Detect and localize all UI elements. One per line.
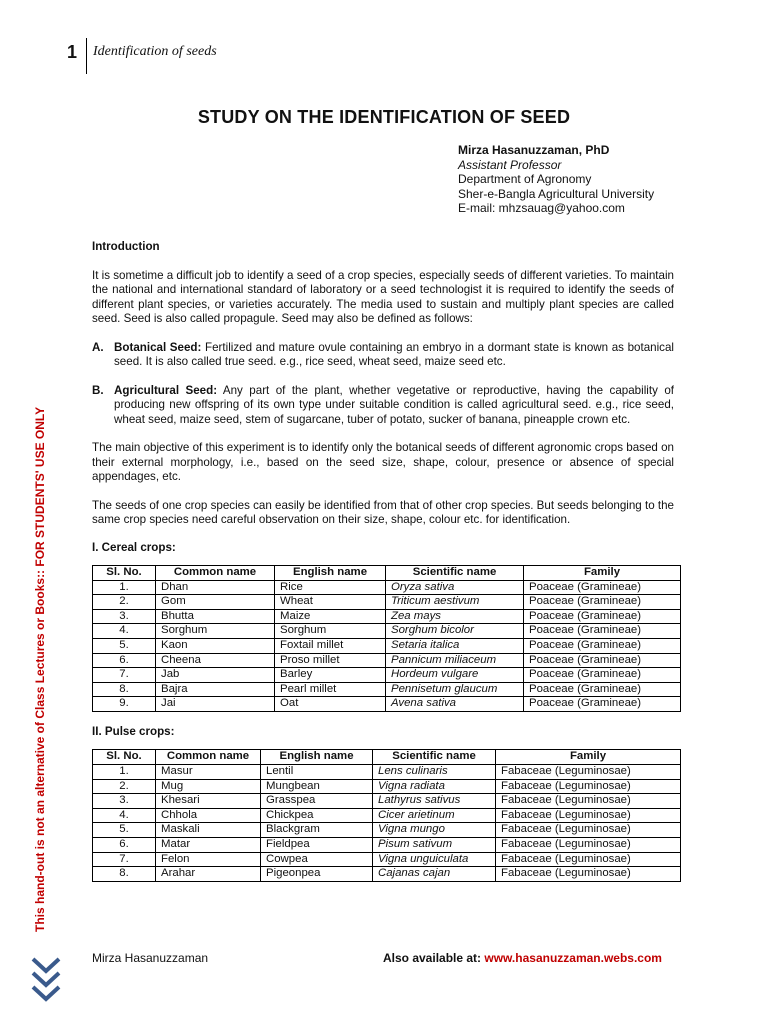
table-row <box>93 808 681 823</box>
table-cell: 8. <box>93 682 156 697</box>
table-header-row <box>93 566 681 581</box>
main-content <box>92 240 674 882</box>
pulse-heading: II. Pulse crops: <box>92 724 175 738</box>
definition-term: Botanical Seed: <box>114 340 202 354</box>
author-email: E-mail: mhzsauag@yahoo.com <box>458 201 625 215</box>
table-cell: 5. <box>93 823 156 838</box>
cereal-heading: I. Cereal crops: <box>92 540 176 554</box>
table-cell: Fabaceae (Leguminosae) <box>496 779 681 794</box>
table-cell: Lathyrus sativus <box>373 794 496 809</box>
definition-agricultural <box>92 384 674 428</box>
table-cell: Poaceae (Gramineae) <box>524 653 681 668</box>
author-position: Assistant Professor <box>458 157 562 172</box>
definition-label: B. <box>92 383 104 397</box>
table-cell: Grasspea <box>261 794 373 809</box>
table-cell: 3. <box>93 609 156 624</box>
table-row <box>93 765 681 780</box>
table-cell: Barley <box>275 668 386 683</box>
running-title: Identification of seeds <box>93 44 217 59</box>
table-cell: Pennisetum glaucum <box>386 682 524 697</box>
table-cell: 6. <box>93 653 156 668</box>
table-cell: 4. <box>93 808 156 823</box>
author-department: Department of Agronomy <box>458 172 592 186</box>
col-header: Family <box>524 566 681 581</box>
pulse-table <box>92 749 681 881</box>
table-cell: Sorghum <box>275 624 386 639</box>
page-number: 1 <box>67 42 78 62</box>
table-cell: Maize <box>275 609 386 624</box>
table-cell: Fabaceae (Leguminosae) <box>496 794 681 809</box>
table-row <box>93 794 681 809</box>
table-cell: 8. <box>93 867 156 882</box>
table-cell: 1. <box>93 765 156 780</box>
cereal-table-body <box>93 580 681 711</box>
header-divider <box>86 38 87 74</box>
table-cell: Poaceae (Gramineae) <box>524 697 681 712</box>
table-cell: 2. <box>93 595 156 610</box>
col-header: Scientific name <box>373 750 496 765</box>
pulse-table-body <box>93 765 681 882</box>
table-cell: Fabaceae (Leguminosae) <box>496 838 681 853</box>
table-row <box>93 624 681 639</box>
author-university: Sher-e-Bangla Agricultural University <box>458 186 655 201</box>
table-cell: Hordeum vulgare <box>386 668 524 683</box>
table-cell: Felon <box>156 852 261 867</box>
table-cell: Pigeonpea <box>261 867 373 882</box>
table-cell: Poaceae (Gramineae) <box>524 638 681 653</box>
table-cell: Kaon <box>156 638 275 653</box>
author-name: Mirza Hasanuzzaman, PhD <box>458 143 610 157</box>
col-header: Sl. No. <box>93 750 156 765</box>
footer-availability <box>383 951 662 965</box>
author-block <box>458 143 654 216</box>
table-cell: Lentil <box>261 765 373 780</box>
objective-paragraph: The main objective of this experiment is to identify only the botanical seeds of different agronomic crops based on their external morphology, i.e., based on the seed size, shape, colour, presence or absence of special appendages, etc. <box>92 441 674 483</box>
table-cell: Chickpea <box>261 808 373 823</box>
table-cell: Rice <box>275 580 386 595</box>
table-cell: Zea mays <box>386 609 524 624</box>
table-cell: 5. <box>93 638 156 653</box>
table-cell: Chhola <box>156 808 261 823</box>
table-cell: Cowpea <box>261 852 373 867</box>
table-cell: Mungbean <box>261 779 373 794</box>
table-cell: Poaceae (Gramineae) <box>524 624 681 639</box>
intro-heading: Introduction <box>92 240 160 253</box>
table-cell: 7. <box>93 852 156 867</box>
table-cell: 1. <box>93 580 156 595</box>
table-cell: Vigna radiata <box>373 779 496 794</box>
table-cell: Dhan <box>156 580 275 595</box>
sidebar-notice: This hand-out is not an alternative of Class Lectures or Books:: FOR STUDENTS' USE ONLY <box>33 406 47 932</box>
table-cell: Foxtail millet <box>275 638 386 653</box>
table-row <box>93 638 681 653</box>
table-row <box>93 823 681 838</box>
definition-text: Any part of the plant, whether vegetative or reproductive, having the capability of producing new offspring of its own type under suitable condition is called agricultural seed. e.g., rice seed, wheat seed, maize seed, stem of sugarcane, tuber of potato, sucker of banana, pineapple crown etc. <box>114 383 674 426</box>
table-cell: Triticum aestivum <box>386 595 524 610</box>
col-header: Scientific name <box>386 566 524 581</box>
table-cell: Cicer arietinum <box>373 808 496 823</box>
col-header: Sl. No. <box>93 566 156 581</box>
table-cell: Lens culinaris <box>373 765 496 780</box>
table-cell: Maskali <box>156 823 261 838</box>
table-cell: Poaceae (Gramineae) <box>524 580 681 595</box>
table-cell: Sorghum <box>156 624 275 639</box>
intro-paragraph: It is sometime a difficult job to identify a seed of a crop species, especially seeds of different varieties. To maintain the national and international standard of laboratory or a seed technologist it is required to identify the seeds of different plant species, or varieties accurately. The media used to sustain and multiply plant species are called seed. Seed is also called propagule. Seed may also be defined as follows: <box>92 268 674 325</box>
table-cell: Gom <box>156 595 275 610</box>
table-cell: Poaceae (Gramineae) <box>524 682 681 697</box>
table-cell: Fabaceae (Leguminosae) <box>496 852 681 867</box>
table-cell: Fabaceae (Leguminosae) <box>496 823 681 838</box>
table-cell: Fieldpea <box>261 838 373 853</box>
table-cell: Matar <box>156 838 261 853</box>
table-cell: Pearl millet <box>275 682 386 697</box>
col-header: English name <box>275 566 386 581</box>
table-cell: Fabaceae (Leguminosae) <box>496 867 681 882</box>
col-header: English name <box>261 750 373 765</box>
definition-term: Agricultural Seed: <box>114 383 218 397</box>
table-cell: Proso millet <box>275 653 386 668</box>
table-row <box>93 682 681 697</box>
table-cell: 2. <box>93 779 156 794</box>
table-cell: Cheena <box>156 653 275 668</box>
footer-website-link[interactable]: www.hasanuzzaman.webs.com <box>484 951 662 965</box>
table-cell: Pannicum miliaceum <box>386 653 524 668</box>
table-cell: Oryza sativa <box>386 580 524 595</box>
table-cell: Poaceae (Gramineae) <box>524 595 681 610</box>
table-row <box>93 779 681 794</box>
table-cell: Vigna unguiculata <box>373 852 496 867</box>
table-row <box>93 653 681 668</box>
table-cell: Jai <box>156 697 275 712</box>
definition-text: Fertilized and mature ovule containing an embryo in a dormant state is known as botanical seed. It is also called true seed. e.g., rice seed, wheat seed, maize seed etc. <box>114 340 674 368</box>
definition-label: A. <box>92 340 104 354</box>
table-cell: Arahar <box>156 867 261 882</box>
table-row <box>93 609 681 624</box>
table-row <box>93 595 681 610</box>
footer-author: Mirza Hasanuzzaman <box>92 951 209 965</box>
table-cell: Jab <box>156 668 275 683</box>
table-cell: Poaceae (Gramineae) <box>524 668 681 683</box>
table-cell: Fabaceae (Leguminosae) <box>496 808 681 823</box>
cereal-table <box>92 565 681 712</box>
table-row <box>93 838 681 853</box>
table-cell: Masur <box>156 765 261 780</box>
table-cell: Vigna mungo <box>373 823 496 838</box>
table-cell: Bajra <box>156 682 275 697</box>
table-cell: Poaceae (Gramineae) <box>524 609 681 624</box>
table-row <box>93 580 681 595</box>
table-cell: Fabaceae (Leguminosae) <box>496 765 681 780</box>
table-row <box>93 668 681 683</box>
table-cell: Sorghum bicolor <box>386 624 524 639</box>
col-header: Common name <box>156 566 275 581</box>
table-cell: 7. <box>93 668 156 683</box>
col-header: Common name <box>156 750 261 765</box>
table-cell: 6. <box>93 838 156 853</box>
table-row <box>93 867 681 882</box>
species-paragraph: The seeds of one crop species can easily be identified from that of other crop species. But seeds belonging to the same crop species need careful observation on their size, shape, colour etc. for identification. <box>92 498 674 526</box>
table-cell: Wheat <box>275 595 386 610</box>
table-cell: Avena sativa <box>386 697 524 712</box>
document-title: STUDY ON THE IDENTIFICATION OF SEED <box>197 107 571 127</box>
table-cell: 9. <box>93 697 156 712</box>
footer-available-label: Also available at: <box>383 951 485 965</box>
table-cell: Oat <box>275 697 386 712</box>
col-header: Family <box>496 750 681 765</box>
chevron-down-icon <box>30 953 62 1009</box>
table-cell: 4. <box>93 624 156 639</box>
table-cell: Pisum sativum <box>373 838 496 853</box>
table-cell: Cajanas cajan <box>373 867 496 882</box>
table-row <box>93 697 681 712</box>
table-cell: Blackgram <box>261 823 373 838</box>
table-header-row <box>93 750 681 765</box>
definition-botanical <box>92 341 674 370</box>
table-cell: Khesari <box>156 794 261 809</box>
table-cell: 3. <box>93 794 156 809</box>
table-cell: Setaria italica <box>386 638 524 653</box>
table-cell: Bhutta <box>156 609 275 624</box>
table-cell: Mug <box>156 779 261 794</box>
table-row <box>93 852 681 867</box>
